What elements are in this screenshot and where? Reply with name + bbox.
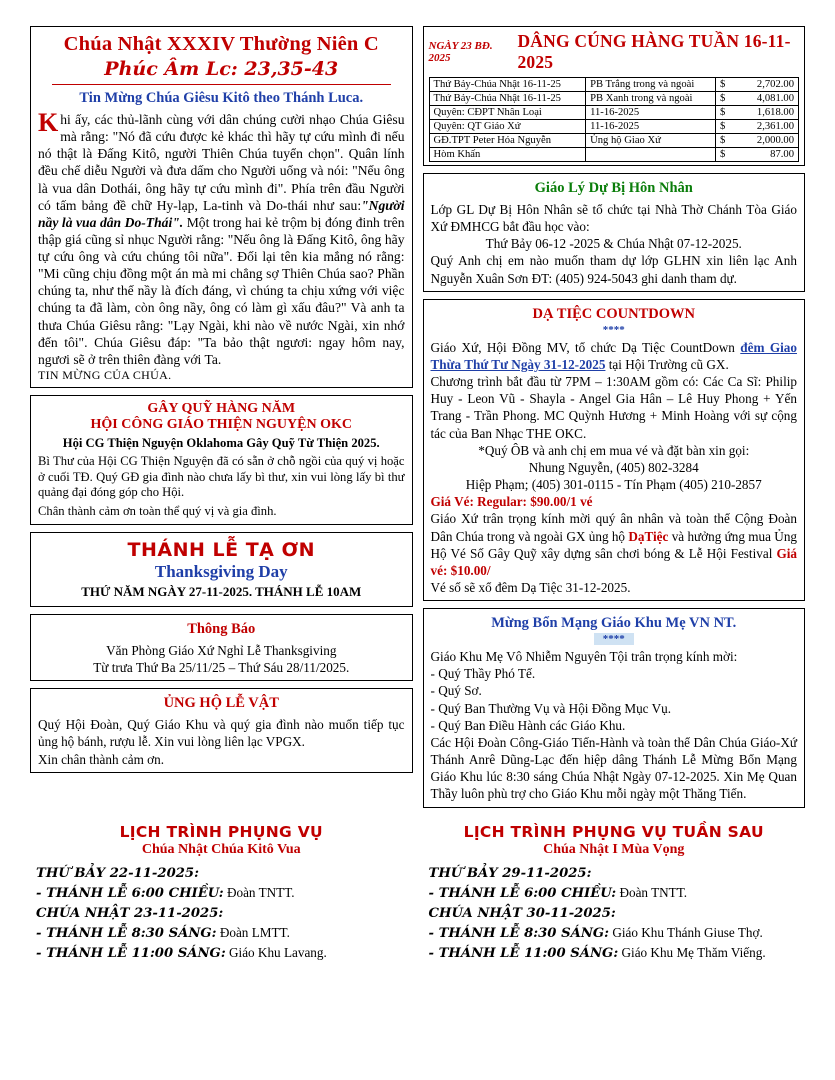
feast-day-box bbox=[423, 608, 806, 807]
schedule-group: Giáo Khu Mẹ Thăm Viếng. bbox=[618, 945, 766, 961]
marriage-prep-box bbox=[423, 173, 806, 292]
schedule-group: Đoàn TNTT. bbox=[616, 884, 688, 900]
cell-source: Thứ Bảy-Chúa Nhật 16-11-25 bbox=[429, 92, 586, 106]
schedules bbox=[30, 817, 805, 964]
cell-amount: $ 4,081.00 bbox=[716, 92, 799, 106]
feast-day-intro: Giáo Khu Mẹ Vô Nhiễm Nguyên Tội trân trọng kính mời: bbox=[430, 649, 738, 665]
cell-source: Quyên: CĐPT Nhân Loại bbox=[429, 106, 586, 120]
countdown-raffle-note: Vé số sẽ xổ đêm Dạ Tiệc 31-12-2025. bbox=[430, 579, 631, 595]
cell-amount: $ 2,000.00 bbox=[716, 134, 799, 148]
feast-day-invitee: - Quý Sơ. bbox=[430, 683, 482, 699]
schedule-mass: - THÁNH LỄ 11:00 SÁNG: bbox=[36, 946, 226, 962]
countdown-p1-a: Giáo Xứ, Hội Đồng MV, tổ chức Dạ Tiệc CountDown bbox=[430, 339, 741, 355]
countdown-p7-c: và hưởng ứng mua Ủng Hộ Vé Số Gây Quỹ xây dựng sân chơi bóng & Lễ Hội Festival bbox=[430, 528, 798, 561]
schedule-mass: - THÁNH LỄ 6:00 CHIỀU: bbox=[36, 885, 224, 901]
page-title: Chúa Nhật XXXIV Thường Niên C bbox=[63, 33, 379, 55]
schedule-day: THỨ BẢY 29-11-2025: bbox=[428, 865, 592, 881]
fundraiser-thanks: Chân thành cảm ơn toàn thể quý vị và gia đình. bbox=[38, 504, 277, 519]
schedule-this-week bbox=[30, 817, 413, 964]
countdown-ticket-note: *Quý ÔB và anh chị em mua vé và đặt bàn xin gọi: bbox=[478, 442, 750, 458]
countdown-contact-1: Nhung Nguyễn, (405) 802-3284 bbox=[528, 459, 699, 475]
offering-thanks: Xin chân thành cảm ơn. bbox=[38, 751, 164, 767]
gospel-reference: Phúc Âm Lc: 23,35-43 bbox=[104, 58, 339, 80]
countdown-contact-2: Hiệp Phạm; (405) 301-0115 - Tín Phạm (405) 210-2857 bbox=[465, 477, 762, 493]
list-item bbox=[429, 943, 806, 963]
list-item bbox=[36, 943, 413, 963]
table-row bbox=[429, 148, 799, 162]
feast-day-stars: **** bbox=[594, 633, 634, 645]
announcement-box bbox=[30, 614, 413, 681]
marriage-prep-contact: Quý Anh chị em nào muốn tham dự lớp GLHN xin liên lạc Anh Nguyễn Xuân Sơn ĐT: (405) 924-5043 ghi danh tham dự. bbox=[430, 253, 797, 286]
weekly-offering-box bbox=[423, 26, 806, 166]
countdown-p1 bbox=[431, 339, 798, 373]
schedule-day: CHÚA NHẬT 30-11-2025: bbox=[428, 905, 616, 921]
countdown-price-text: Giá Vé: Regular: $90.00/1 vé bbox=[430, 494, 593, 510]
cell-detail: 11-16-2025 bbox=[586, 120, 716, 134]
schedule-mass: - THÁNH LỄ 11:00 SÁNG: bbox=[428, 946, 619, 962]
schedule-subtitle: Chúa Nhật I Mùa Vọng bbox=[543, 841, 685, 857]
weekly-offering-table bbox=[429, 77, 800, 162]
list-item bbox=[36, 883, 413, 903]
divider bbox=[52, 84, 391, 85]
thanksgiving-title-vn: THÁNH LỄ TẠ ƠN bbox=[127, 538, 315, 561]
countdown-party-box bbox=[423, 299, 806, 601]
schedule-group: Giáo Khu Thánh Giuse Thợ. bbox=[609, 924, 763, 940]
thanksgiving-time: THỨ NĂM NGÀY 27-11-2025. THÁNH LỄ 10AM bbox=[81, 583, 362, 599]
list-item bbox=[429, 863, 806, 883]
schedule-mass: - THÁNH LỄ 8:30 SÁNG: bbox=[428, 925, 610, 941]
marriage-prep-title: Giáo Lý Dự Bị Hôn Nhân bbox=[534, 180, 693, 196]
schedule-group: Đoàn LMTT. bbox=[216, 924, 290, 940]
feast-day-invitee: - Quý Thầy Phó Tế. bbox=[430, 666, 536, 682]
schedule-mass: - THÁNH LỄ 8:30 SÁNG: bbox=[36, 925, 217, 941]
main-columns bbox=[30, 26, 805, 815]
countdown-p7 bbox=[431, 510, 798, 579]
weekly-offering-date-badge: NGÀY 23 BĐ. 2025 bbox=[428, 40, 493, 64]
countdown-p7-highlight: DạTiệc bbox=[628, 528, 669, 544]
countdown-price bbox=[431, 493, 798, 510]
announcement-title: Thông Báo bbox=[187, 620, 256, 637]
table-row bbox=[429, 106, 799, 120]
marriage-prep-dates: Thứ Bảy 06-12 -2025 & Chúa Nhật 07-12-2025. bbox=[485, 236, 742, 252]
cell-source: Hòm Khấn bbox=[429, 148, 586, 162]
gospel-part-1: hi ấy, các thủ-lãnh cùng với dân chúng cười nhạo Chúa Giêsu mà rằng: "Nó đã cứu được kẻ khác thì hãy tự cứu mình đi nếu nó thật là Đấng Kitô, người Thiên Chúa tuyển chọn". Quân lính đều chế diễu Người và đưa dấm cho Người uống và nói: "Nếu ông là vua dân Dothái, ông hãy tự cứu mình đi". Phía trên đầu Người có tấm bảng đề chữ Hy-lạp, La-tinh và Do-thái như sau: bbox=[38, 112, 405, 213]
gospel-box bbox=[30, 26, 413, 388]
weekly-offering-title: DÂNG CÚNG HÀNG TUẦN 16-11-2025 bbox=[517, 31, 791, 72]
fundraiser-subtitle: Hội CG Thiện Nguyện Oklahoma Gây Quỹ Từ Thiện 2025. bbox=[62, 435, 380, 450]
left-column bbox=[30, 26, 413, 780]
thanksgiving-box bbox=[30, 532, 413, 607]
offering-body: Quý Hội Đoàn, Quý Giáo Khu và quý gia đình nào muốn tiếp tục ủng hộ bánh, rượu lễ. Xin vui lòng liên lạc VPGX. bbox=[38, 717, 405, 750]
list-item bbox=[429, 903, 806, 923]
cell-amount: $ 2,702.00 bbox=[716, 78, 799, 92]
countdown-program: Chương trình bắt đầu từ 7PM – 1:30AM gồm có: Các Ca Sĩ: Philip Huy - Leon Vũ - Shayla - Angel Gia Hân – Lê Huy Phong + Yến Trang - Trần Phong. MC Quỳnh Hương + Minh Hoàng với sự cộng tác của Ban Nhạc THE OKC. bbox=[430, 374, 797, 441]
gospel-quote: "Người nầy là vua dân Do-Thái". bbox=[38, 197, 405, 230]
weekly-offering-header bbox=[429, 31, 800, 73]
offering-title: ỦNG HỘ LỄ VẬT bbox=[163, 695, 279, 712]
marriage-prep-p1: Lớp GL Dự Bị Hôn Nhân sẽ tổ chức tại Nhà Thờ Chánh Tòa Giáo Xứ ĐMHCG bắt đầu học vào: bbox=[430, 202, 797, 235]
list-item bbox=[429, 883, 806, 903]
gospel-part-2: Một trong hai kẻ trộm bị đóng đinh trên thập giá cũng sỉ nhục Người rằng: "Nếu ông là Đấng Kitô, ông hãy tự cứu ông và cứu chúng tôi nữa". Đối lại tên kia mắng nó rằng: "Mi cũng chịu đồng một án mà mi chẳng sợ Thiên Chúa sao? Phần chúng ta, như thế nầy là đích đáng, vì chúng ta chịu xứng với việc chúng ta đã làm, còn ông nầy, ông có làm gì xấu đâu?" Và anh ta thưa Chúa Giêsu rằng: "Lạy Ngài, khi nào về nước Ngài, xin nhớ đến tôi". Chúa Giêsu đáp: "Ta bảo thật ngươi: ngay hôm nay, ngươi sẽ ở trên thiên đàng với Ta. bbox=[38, 214, 405, 367]
table-row bbox=[429, 92, 799, 106]
schedule-day: CHÚA NHẬT 23-11-2025: bbox=[36, 905, 224, 921]
drop-cap: K bbox=[38, 108, 59, 137]
schedule-title: LỊCH TRÌNH PHỤNG VỤ bbox=[119, 822, 323, 841]
fundraiser-box bbox=[30, 395, 413, 525]
cell-detail: PB Xanh trong và ngoài bbox=[586, 92, 716, 106]
countdown-p7-a: Giáo Xứ trân trọng kính mời quý ân nhân và toàn thể Cộng Đoàn Dân Chúa trong và ngoài GX ủng hộ bbox=[430, 511, 797, 544]
raffle-price: Giá vé: $10.00/ bbox=[430, 545, 797, 578]
cell-detail bbox=[586, 148, 716, 162]
fundraiser-title-1: GÂY QUỸ HÀNG NĂM bbox=[147, 400, 296, 416]
list-item bbox=[36, 923, 413, 943]
table-row bbox=[429, 78, 799, 92]
countdown-p1-c: tại Hội Trường cũ GX. bbox=[605, 356, 729, 372]
feast-day-invitee: - Quý Ban Điều Hành các Giáo Khu. bbox=[430, 717, 626, 733]
feast-day-invitee: - Quý Ban Thường Vụ và Hội Đồng Mục Vụ. bbox=[430, 700, 671, 716]
schedule-group: Đoàn TNTT. bbox=[223, 884, 295, 900]
offering-box bbox=[30, 688, 413, 772]
thanksgiving-title-en: Thanksgiving Day bbox=[154, 561, 288, 581]
cell-amount: $ 87.00 bbox=[716, 148, 799, 162]
feast-day-title: Mừng Bổn Mạng Giáo Khu Mẹ VN NT. bbox=[491, 615, 737, 632]
cell-detail: PB Trắng trong và ngoài bbox=[586, 78, 716, 92]
cell-source: GĐ.TPT Peter Hóa Nguyễn bbox=[429, 134, 586, 148]
schedule-day: THỨ BẢY 22-11-2025: bbox=[36, 865, 199, 881]
schedule-title: LỊCH TRÌNH PHỤNG VỤ TUẦN SAU bbox=[463, 822, 764, 841]
schedule-group: Giáo Khu Lavang. bbox=[225, 945, 327, 961]
cell-amount: $ 1,618.00 bbox=[716, 106, 799, 120]
countdown-date: đêm Giao Thừa Thứ Tư Ngày 31-12-2025 bbox=[430, 339, 797, 372]
schedule-next-week bbox=[423, 817, 806, 964]
schedule-mass: - THÁNH LỄ 6:00 CHIỀU: bbox=[428, 885, 617, 901]
cell-amount: $ 2,361.00 bbox=[716, 120, 799, 134]
right-column bbox=[423, 26, 806, 815]
gospel-closing: TIN MỪNG CỦA CHÚA. bbox=[38, 367, 172, 382]
cell-source: Thứ Bảy-Chúa Nhật 16-11-25 bbox=[429, 78, 586, 92]
countdown-party-title: DẠ TIỆC COUNTDOWN bbox=[532, 305, 695, 322]
schedule-subtitle: Chúa Nhật Chúa Kitô Vua bbox=[141, 841, 301, 857]
gospel-text bbox=[38, 108, 405, 383]
cell-source: Quyên: QT Giáo Xứ bbox=[429, 120, 586, 134]
fundraiser-body: Bì Thư của Hội CG Thiện Nguyện đã có sẵn ở chỗ ngồi của quý vị hoặc ở cuối TĐ. Quý GĐ gia đình nào chưa lấy bì thư, xin vui lòng lấy bì thư quảng đại đóng góp cho Hội. bbox=[38, 453, 405, 500]
announcement-line-1: Văn Phòng Giáo Xứ Nghỉ Lễ Thanksgiving bbox=[106, 642, 337, 658]
list-item bbox=[429, 923, 806, 943]
table-row bbox=[429, 120, 799, 134]
countdown-stars: **** bbox=[602, 323, 625, 336]
feast-day-body: Các Hội Đoàn Công-Giáo Tiến-Hành và toàn thể Dân Chúa Giáo-Xứ Thánh Anrê Dũng-Lạc đến hiệp dâng Thánh Lễ Mừng Bổn Mạng Giáo Khu lúc 8:30 sáng Chúa Nhật Ngày 07-12-2025. Xin Mẹ Quan Thầy luôn phù trợ cho Giáo Khu mỗi ngày một Thăng Tiến. bbox=[430, 734, 797, 802]
cell-detail: 11-16-2025 bbox=[586, 106, 716, 120]
cell-detail: Ủng hộ Giao Xứ bbox=[586, 134, 716, 148]
fundraiser-title-2: HỘI CÔNG GIÁO THIỆN NGUYỆN OKC bbox=[90, 416, 352, 432]
table-row bbox=[429, 134, 799, 148]
list-item bbox=[36, 903, 413, 923]
gospel-heading: Tin Mừng Chúa Giêsu Kitô theo Thánh Luca. bbox=[79, 90, 364, 106]
list-item bbox=[36, 863, 413, 883]
announcement-line-2: Từ trưa Thứ Ba 25/11/25 – Thứ Sáu 28/11/2025. bbox=[93, 660, 350, 676]
